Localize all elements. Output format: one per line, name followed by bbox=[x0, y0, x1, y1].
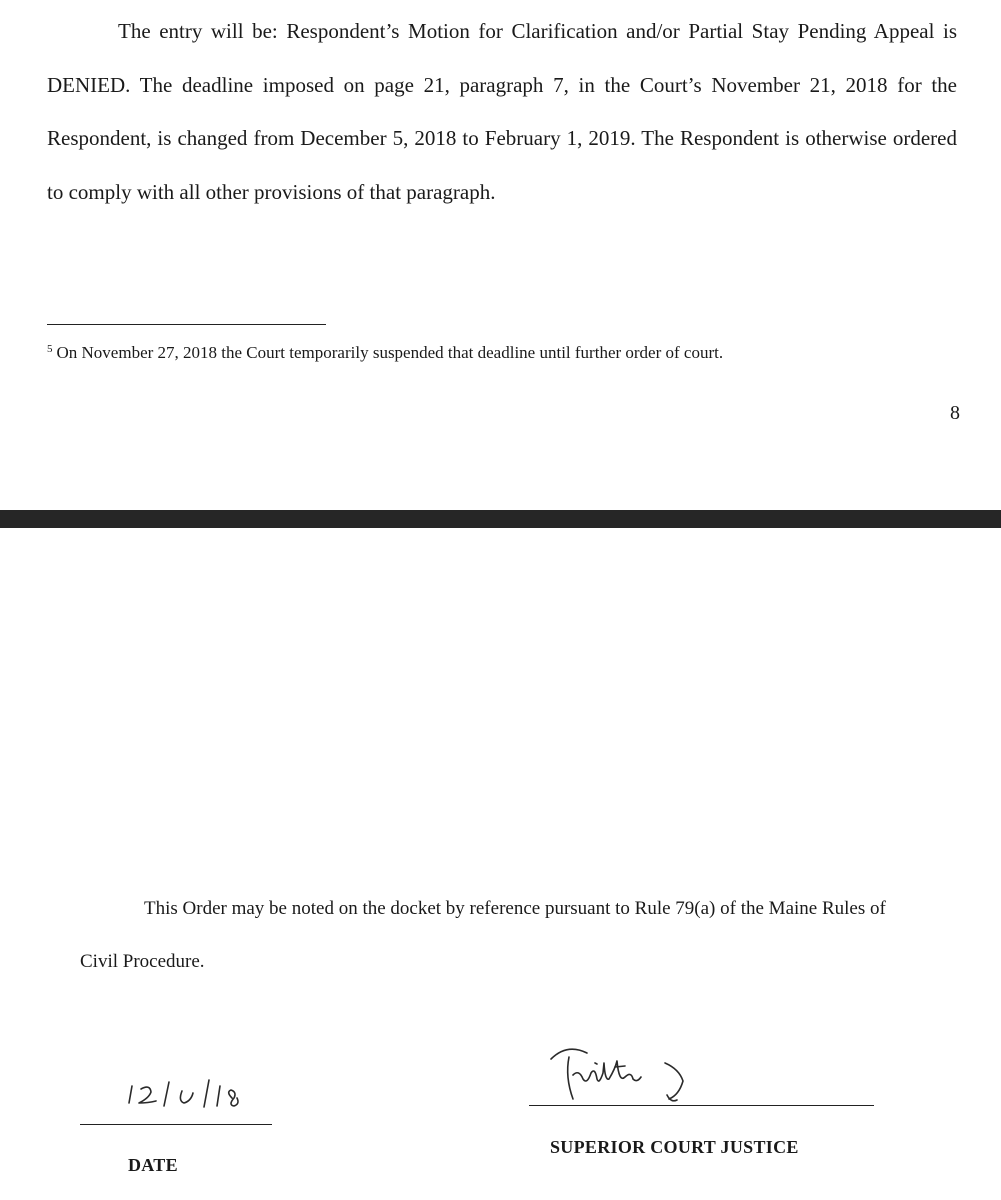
date-label: DATE bbox=[128, 1155, 178, 1175]
footnote-divider bbox=[47, 324, 326, 325]
order-page-8 bbox=[0, 0, 1001, 510]
handwritten-date bbox=[80, 1048, 300, 1128]
superior-court-justice-label: SUPERIOR COURT JUSTICE bbox=[550, 1137, 799, 1157]
footnote bbox=[47, 338, 947, 364]
entry-paragraph bbox=[47, 5, 957, 219]
footnote-text: On November 27, 2018 the Court temporarily suspended that deadline until further order of court. bbox=[56, 343, 724, 362]
justice-signature-line bbox=[529, 1105, 874, 1106]
order-signature-page bbox=[0, 528, 1001, 1200]
footnote-marker: 5 bbox=[47, 343, 53, 355]
page-separator bbox=[0, 510, 1001, 528]
docket-paragraph bbox=[80, 882, 920, 988]
date-signature-block bbox=[80, 1048, 272, 1175]
justice-signature-block bbox=[529, 1033, 874, 1158]
page-number: 8 bbox=[950, 402, 960, 424]
justice-signature bbox=[529, 1033, 874, 1113]
date-signature-line bbox=[80, 1124, 272, 1125]
entry-paragraph-text: The entry will be: Respondent’s Motion for Clarification and/or Partial Stay Pending Appeal is DENIED. The deadline imposed on page 21, paragraph 7, in the Court’s November 21, 2018 for the Respondent, is changed from December 5, 2018 to February 1, 2019. The Respondent is otherwise ordered to comply with all other provisions of that paragraph. bbox=[47, 19, 957, 204]
docket-paragraph-text: This Order may be noted on the docket by reference pursuant to Rule 79(a) of the Maine Rules of Civil Procedure. bbox=[80, 898, 886, 972]
